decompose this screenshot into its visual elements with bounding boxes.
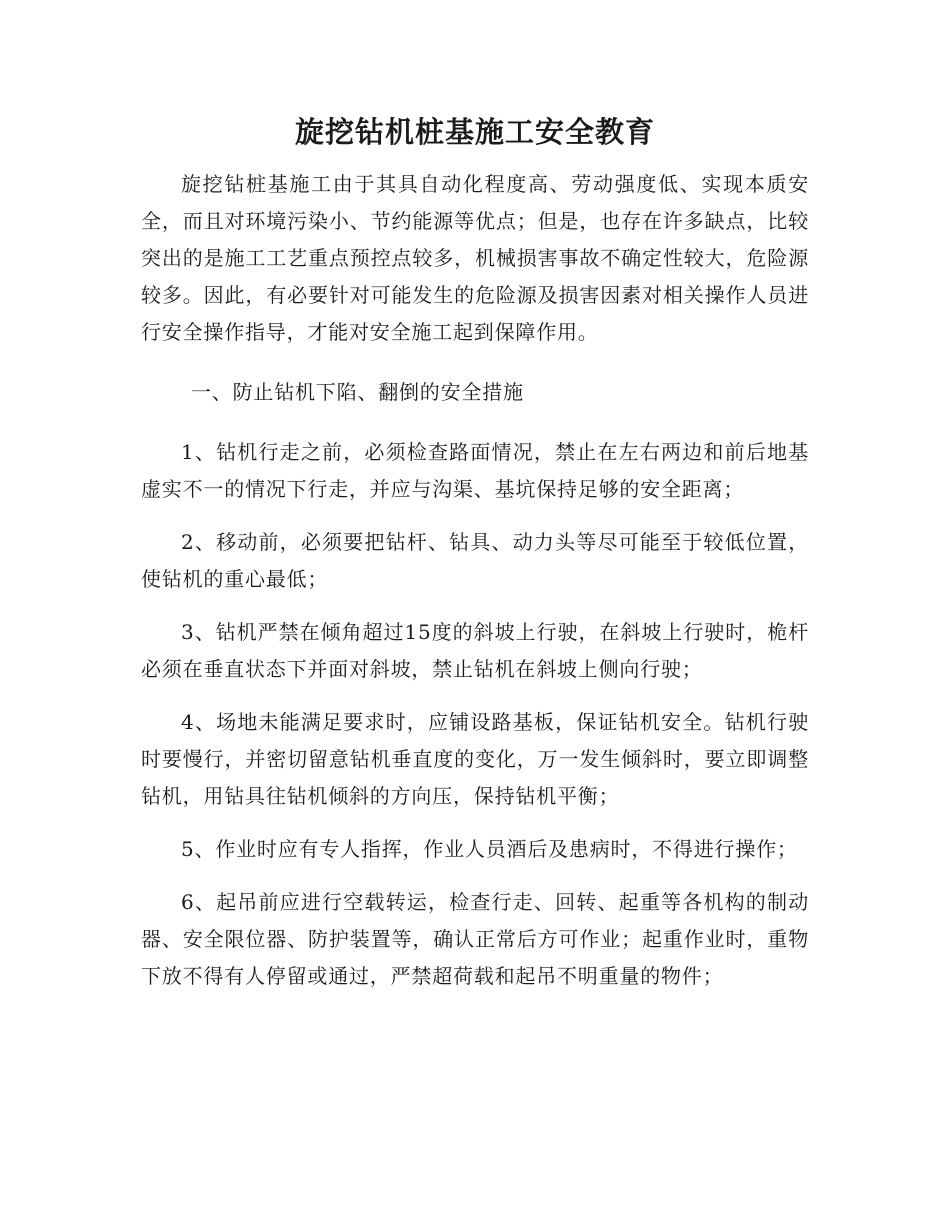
safety-item-4: 4、场地未能满足要求时，应铺设路基板，保证钻机安全。钻机行驶时要慢行，并密切留意钻机垂直度的变化，万一发生倾斜时，要立即调整钻机，用钻具往钻机倾斜的方向压，保持钻机平衡； [141, 710, 809, 808]
safety-item-6: 6、起吊前应进行空载转运，检查行走、回转、起重等各机构的制动器、安全限位器、防护装置等，确认正常后方可作业；起重作业时，重物下放不得有人停留或通过，严禁超荷载和起吊不明重量的物件； [141, 890, 809, 988]
intro-paragraph: 旋挖钻桩基施工由于其具自动化程度高、劳动强度低、实现本质安全，而且对环境污染小、节约能源等优点；但是，也存在许多缺点，比较突出的是施工工艺重点预控点较多，机械损害事故不确定性较大，危险源较多。因此，有必要针对可能发生的危险源及损害因素对相关操作人员进行安全操作指导，才能对安全施工起到保障作用。 [141, 172, 809, 344]
safety-item-3: 3、钻机严禁在倾角超过15度的斜坡上行驶，在斜坡上行驶时，桅杆必须在垂直状态下并面对斜坡，禁止钻机在斜坡上侧向行驶； [141, 620, 809, 681]
document-title: 旋挖钻机桩基施工安全教育 [294, 115, 655, 149]
section-heading: 一、防止钻机下陷、翻倒的安全措施 [191, 380, 524, 404]
document-body [141, 166, 809, 1011]
safety-item-1: 1、钻机行走之前，必须检查路面情况，禁止在左右两边和前后地基虚实不一的情况下行走，并应与沟渠、基坑保持足够的安全距离； [141, 440, 809, 501]
safety-item-2: 2、移动前，必须要把钻杆、钻具、动力头等尽可能至于较低位置，使钻机的重心最低； [141, 530, 809, 591]
safety-item-5: 5、作业时应有专人指挥，作业人员酒后及患病时，不得进行操作； [181, 837, 798, 861]
